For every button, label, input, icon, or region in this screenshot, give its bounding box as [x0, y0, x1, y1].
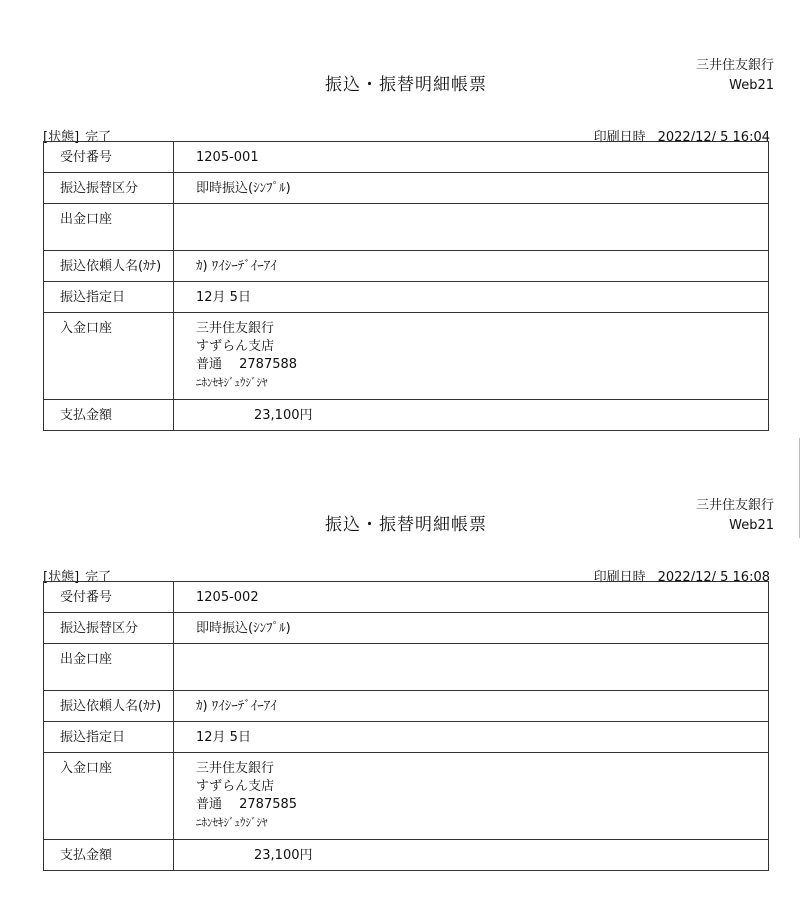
printed-value: 2022/12/ 5 16:08	[657, 570, 770, 585]
service-name: Web21	[729, 518, 774, 533]
table-row	[44, 722, 769, 753]
type-label: 振込振替区分	[44, 613, 174, 644]
service-name: Web21	[729, 78, 774, 93]
amount-value: 23,100円	[254, 848, 313, 863]
debit-label: 出金口座	[44, 204, 174, 251]
date-value: 12月 5日	[174, 722, 769, 753]
detail-table	[43, 141, 769, 431]
table-row	[44, 753, 769, 840]
receipt-value: 1205-002	[174, 582, 769, 613]
status-label: [状態]	[43, 130, 80, 145]
status-value: 完了	[85, 570, 112, 585]
bank-name: 三井住友銀行	[695, 58, 774, 73]
debit-value	[174, 204, 769, 251]
table-row	[44, 644, 769, 691]
table-row	[44, 613, 769, 644]
credit-branch: すずらん支店	[196, 779, 275, 794]
type-label: 振込振替区分	[44, 173, 174, 204]
table-row	[44, 173, 769, 204]
amount-label: 支払金額	[44, 400, 174, 431]
type-value: 即時振込(ｼﾝﾌﾟﾙ)	[174, 613, 769, 644]
credit-value	[174, 313, 769, 400]
slip-title: 振込・振替明細帳票	[325, 75, 487, 95]
credit-bank: 三井住友銀行	[196, 761, 275, 776]
credit-value	[174, 753, 769, 840]
printed-label: 印刷日時	[593, 130, 646, 145]
table-row	[44, 840, 769, 871]
date-label: 振込指定日	[44, 282, 174, 313]
printed-label: 印刷日時	[593, 570, 646, 585]
credit-branch: すずらん支店	[196, 339, 275, 354]
credit-account: 普通 2787588	[196, 357, 298, 372]
table-row	[44, 313, 769, 400]
date-label: 振込指定日	[44, 722, 174, 753]
table-row	[44, 282, 769, 313]
table-row	[44, 691, 769, 722]
credit-label: 入金口座	[44, 753, 174, 840]
table-row	[44, 400, 769, 431]
amount-cell	[174, 840, 769, 871]
bank-name: 三井住友銀行	[695, 498, 774, 513]
detail-table	[43, 581, 769, 871]
amount-value: 23,100円	[254, 408, 313, 423]
status-label: [状態]	[43, 570, 80, 585]
credit-bank: 三井住友銀行	[196, 321, 275, 336]
table-row	[44, 582, 769, 613]
table-row	[44, 204, 769, 251]
credit-label: 入金口座	[44, 313, 174, 400]
requester-value: ｶ) ﾜｲｼｰﾃﾞｲｰｱｲ	[174, 251, 769, 282]
type-value: 即時振込(ｼﾝﾌﾟﾙ)	[174, 173, 769, 204]
receipt-label: 受付番号	[44, 582, 174, 613]
credit-name: ﾆﾎﾝｾｷｼﾞｭｳｼﾞｼﾔ	[196, 816, 268, 829]
slip-title: 振込・振替明細帳票	[325, 515, 487, 535]
credit-name: ﾆﾎﾝｾｷｼﾞｭｳｼﾞｼﾔ	[196, 376, 268, 389]
table-row	[44, 142, 769, 173]
table-row	[44, 251, 769, 282]
amount-label: 支払金額	[44, 840, 174, 871]
requester-value: ｶ) ﾜｲｼｰﾃﾞｲｰｱｲ	[174, 691, 769, 722]
date-value: 12月 5日	[174, 282, 769, 313]
receipt-value: 1205-001	[174, 142, 769, 173]
debit-label: 出金口座	[44, 644, 174, 691]
debit-value	[174, 644, 769, 691]
status-value: 完了	[85, 130, 112, 145]
requester-label: 振込依頼人名(ｶﾅ)	[44, 251, 174, 282]
amount-cell	[174, 400, 769, 431]
printed-value: 2022/12/ 5 16:04	[657, 130, 770, 145]
requester-label: 振込依頼人名(ｶﾅ)	[44, 691, 174, 722]
receipt-label: 受付番号	[44, 142, 174, 173]
credit-account: 普通 2787585	[196, 797, 298, 812]
